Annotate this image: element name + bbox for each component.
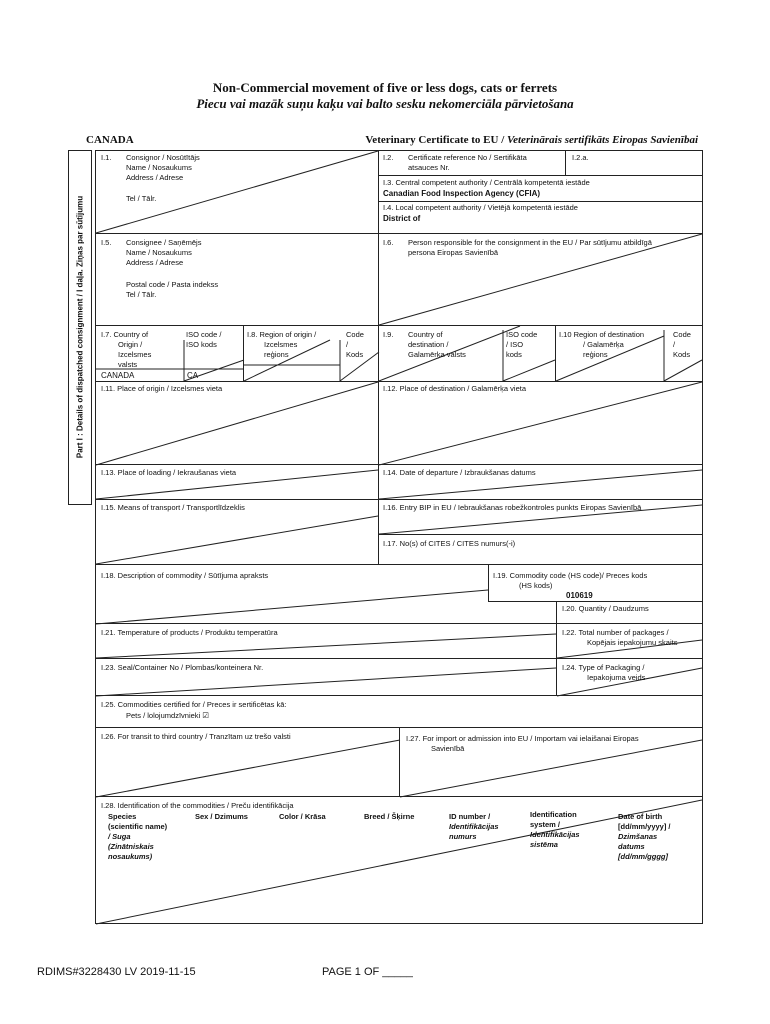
i9-iso-label-2: / ISO	[506, 340, 524, 349]
i28-species-line: Species	[108, 812, 137, 821]
certificate-title	[365, 134, 698, 146]
i28-breed-line: Breed / Šķirne	[364, 812, 415, 821]
country-heading: CANADA	[86, 134, 134, 146]
i28-id-system-line: Identification	[530, 810, 577, 819]
certificate-title-lv: Veterinārais sertifikāts Eiropas Savienībai	[507, 134, 698, 146]
i28-col-breed	[364, 812, 414, 822]
i8-code-label-3: Kods	[346, 350, 364, 359]
i28-color-line: Color / Krāsa	[279, 812, 326, 821]
i1-consignor-label: Consignor / Nosūtītājs	[126, 153, 200, 162]
title-latvian: Piecu vai mazāk suņu kaķu vai balto sesku nekomerciāla pārvietošana	[196, 96, 574, 111]
i4-value: District of	[383, 214, 421, 223]
i8-label-2: Izcelsmes	[264, 340, 298, 349]
i6-label: Person responsible for the consignment in the EU / Par sūtījumu atbildīgā	[408, 238, 652, 247]
i20-label: I.20. Quantity / Daudzums	[562, 604, 649, 613]
i9-label-2: destination /	[408, 340, 449, 349]
i17-label: I.17. No(s) of CITES / CITES numurs(-i)	[383, 539, 516, 548]
i3-value: Canadian Food Inspection Agency (CFIA)	[383, 189, 541, 198]
i28-species-line: nosaukums)	[108, 852, 153, 861]
i9-iso-label-3: kods	[506, 350, 522, 359]
i28-species-line: / Suga	[108, 832, 131, 841]
i28-dob-line: [dd/mm/gggg]	[618, 852, 668, 861]
i7-label-2: Origin /	[118, 340, 143, 349]
i8-code-label: Code	[346, 330, 364, 339]
i1-tel-label: Tel / Tālr.	[126, 194, 157, 203]
i10-code-label-3: Kods	[673, 350, 691, 359]
i28-dob-line: datums	[618, 842, 645, 851]
footer-doc-ref: RDIMS#3228430 LV 2019-11-15	[37, 966, 196, 978]
i28-col-sex	[195, 812, 248, 822]
i13-label: I.13. Place of loading / Iekraušanas vieta	[101, 468, 237, 477]
i19-label: I.19. Commodity code (HS code)/ Preces kods	[493, 571, 648, 580]
i3-label: I.3. Central competent authority / Centrālā kompetentā iestāde	[383, 178, 590, 187]
i28-col-color	[279, 812, 326, 822]
i28-id-system-line: system /	[530, 820, 561, 829]
i28-dob-line: Date of birth	[618, 812, 663, 821]
footer-page-number: PAGE 1 OF _____	[322, 966, 413, 978]
i10-code-label: Code	[673, 330, 691, 339]
i7-country-value: CANADA	[101, 371, 135, 380]
i8-label-3: reģions	[264, 350, 289, 359]
side-label: Part I : Details of dispatched consignment / I daļa. Ziņas par sūtījumu	[75, 195, 85, 459]
i9-number: I.9.	[383, 330, 394, 339]
i4-label: I.4. Local competent authority / Vietējā kompetentā iestāde	[383, 203, 578, 212]
i28-species-line: (Zinātniskais	[108, 842, 154, 851]
i9-label-3: Galamērķa valsts	[408, 350, 466, 359]
i28-col-id-system	[530, 810, 580, 850]
i8-code-label-2: /	[346, 340, 349, 349]
i25-label: I.25. Commodities certified for / Preces ir sertificētas kā:	[101, 700, 287, 709]
i8-label: I.8. Region of origin /	[247, 330, 317, 339]
title-english: Non-Commercial movement of five or less dogs, cats or ferrets	[212, 80, 558, 95]
i10-label-2: / Galamērķa	[583, 340, 624, 349]
i9-iso-label: ISO code	[506, 330, 538, 339]
i15-label: I.15. Means of transport / Transportlīdzeklis	[101, 503, 245, 512]
i5-consignee-label: Consignee / Saņēmējs	[126, 238, 202, 247]
i2-cert-ref-label: Certificate reference No / Sertifikāta	[408, 153, 527, 162]
i2a-label: I.2.a.	[572, 153, 589, 162]
i5-number: I.5.	[101, 238, 112, 247]
i9-label: Country of	[408, 330, 443, 339]
i5-name-label: Name / Nosaukums	[126, 248, 192, 257]
certificate-title-en: Veterinary Certificate to EU /	[365, 134, 507, 146]
i28-dob-line: [dd/mm/yyyy] /	[618, 822, 671, 831]
i5-postal-label: Postal code / Pasta indekss	[126, 280, 219, 289]
i7-iso-value: CA	[187, 371, 199, 380]
i6-number: I.6.	[383, 238, 394, 247]
i28-species-line: (scientific name)	[108, 822, 168, 831]
i22-label-2: Kopējais iepakojumu skaits	[587, 638, 678, 647]
i2-cert-ref-label-2: atsauces Nr.	[408, 163, 450, 172]
i7-label-3: Izcelsmes	[118, 350, 152, 359]
i28-id-system-line: sistēma	[530, 840, 558, 849]
i28-id-number-line: Identifikācijas	[449, 822, 499, 831]
i28-col-dob	[618, 812, 671, 862]
i23-label: I.23. Seal/Container No / Plombas/konteinera Nr.	[101, 663, 264, 672]
i28-col-species	[108, 812, 167, 862]
i28-col-id-number	[449, 812, 499, 842]
i28-label: I.28. Identification of the commodities / Preču identifikācija	[101, 801, 294, 810]
i1-number: I.1.	[101, 153, 112, 162]
i28-id-number-line: ID number /	[449, 812, 491, 821]
i21-label: I.21. Temperature of products / Produktu temperatūra	[101, 628, 278, 637]
i19-label-2: (HS kods)	[519, 581, 553, 590]
i26-label: I.26. For transit to third country / Tranzītam uz trešo valsti	[101, 732, 291, 741]
i7-label: I.7. Country of	[101, 330, 149, 339]
i10-label: I.10 Region of destination	[559, 330, 645, 339]
i6-label-2: persona Eiropas Savienībā	[408, 248, 499, 257]
i28-dob-line: Dzimšanas	[618, 832, 658, 841]
i18-label: I.18. Description of commodity / Sūtījuma apraksts	[101, 571, 269, 580]
i5-tel-label: Tel / Tālr.	[126, 290, 157, 299]
i7-label-4: valsts	[118, 360, 138, 369]
i10-code-label-2: /	[673, 340, 676, 349]
i14-label: I.14. Date of departure / Izbraukšanas datums	[383, 468, 536, 477]
i24-label: I.24. Type of Packaging /	[562, 663, 645, 672]
i5-address-label: Address / Adrese	[126, 258, 184, 267]
i27-label-2: Savienībā	[431, 744, 465, 753]
i12-label: I.12. Place of destination / Galamērķa vieta	[383, 384, 526, 393]
i16-label: I.16. Entry BIP in EU / Iebraukšanas robežkontroles punkts Eiropas Savienībā	[383, 503, 642, 512]
i28-id-system-line: Identifikācijas	[530, 830, 580, 839]
i22-label: I.22. Total number of packages /	[562, 628, 669, 637]
i28-id-number-line: numurs	[449, 832, 477, 841]
i10-label-3: reģions	[583, 350, 608, 359]
i7-iso-label: ISO code /	[186, 330, 222, 339]
i28-sex-line: Sex / Dzimums	[195, 812, 248, 821]
i11-label: I.11. Place of origin / Izcelsmes vieta	[101, 384, 223, 393]
i2-number: I.2.	[383, 153, 394, 162]
i19-value: 010619	[566, 591, 593, 600]
i7-iso-label-2: ISO kods	[186, 340, 217, 349]
i25-pets-checkbox[interactable]: Pets / lolojumdzīvnieki ☑	[126, 711, 210, 720]
i1-name-label: Name / Nosaukums	[126, 163, 192, 172]
i1-address-label: Address / Adrese	[126, 173, 184, 182]
i27-label: I.27. For import or admission into EU / Importam vai ielaišanai Eiropas	[406, 734, 639, 743]
i24-label-2: Iepakojuma veids	[587, 673, 646, 682]
